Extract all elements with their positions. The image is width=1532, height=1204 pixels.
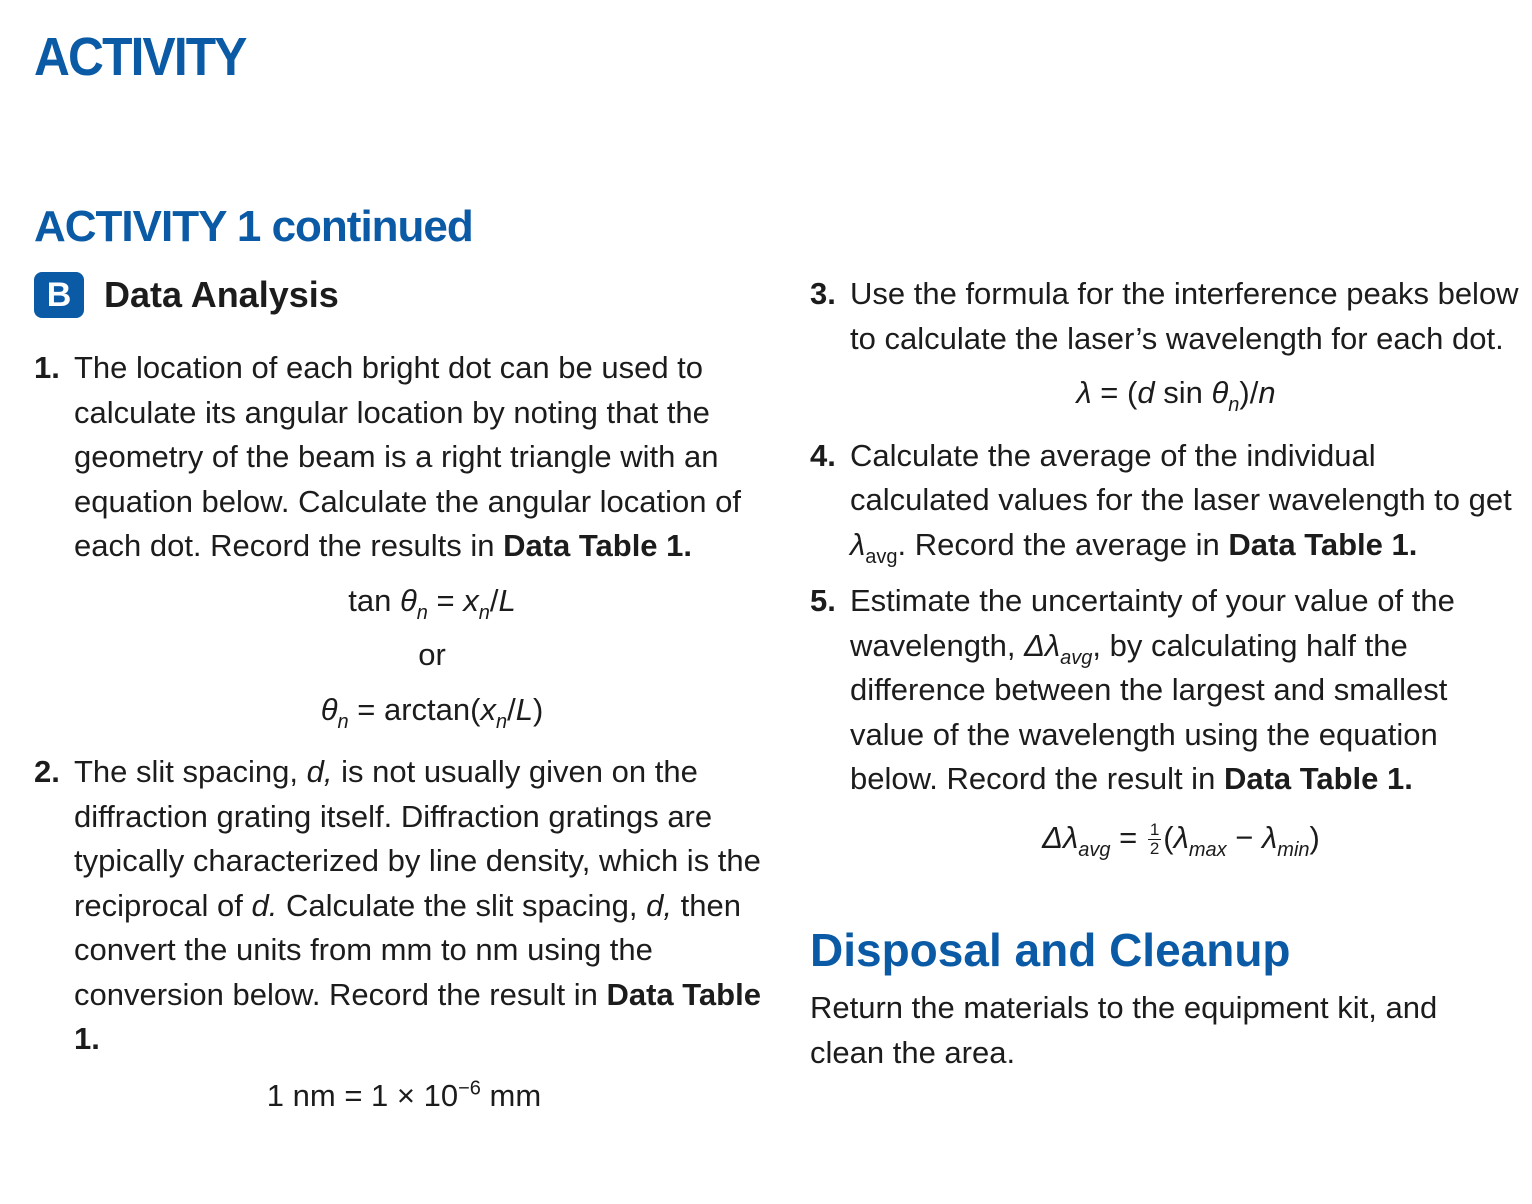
step-text (74, 346, 774, 569)
step-number: 2. (34, 754, 60, 789)
step-2-text-d: then convert the units from mm to nm using the conversion below. Record the result in (74, 887, 741, 1012)
lambda-symbol: λ (850, 526, 866, 562)
var-d: d, (306, 754, 333, 789)
equation-or: or (418, 637, 446, 672)
var-d: d, (646, 887, 672, 923)
activity-heading: ACTIVITY (34, 27, 246, 87)
step-1 (34, 346, 774, 569)
step-number: 3. (810, 276, 836, 311)
step-text (74, 750, 774, 1062)
disposal-title: Disposal and Cleanup (810, 924, 1291, 976)
step-2-text-a: The slit spacing, (74, 754, 298, 789)
delta-lambda-symbol: Δλ (1024, 627, 1061, 663)
step-2-text-b: is not usually given on the diffraction grating itself. Diffraction gratings are typically characterized by line density, which is the reciprocal of (74, 754, 761, 923)
right-column (810, 272, 1522, 1075)
step-2 (34, 750, 774, 1062)
step-5-text-b: , by calculating half the difference between the largest and smallest value of the wavelength using the equation below. Record the result in (850, 627, 1448, 796)
section-header (34, 272, 339, 318)
equation-wavelength: λ = (d $\sin \theta_n)/n$ (1076, 375, 1276, 416)
data-table-ref: Data Table 1. (1228, 526, 1418, 562)
step-4-text-b: . Record the average in (897, 526, 1220, 562)
step-5-text-a: Estimate the uncertainty of your value of the wavelength, (850, 583, 1455, 663)
delta-lambda-subscript: avg (1060, 646, 1093, 669)
step-3 (810, 272, 1522, 361)
step-number: 1. (34, 350, 60, 385)
step-5 (810, 579, 1522, 802)
step-4-text-a: Calculate the average of the individual calculated values for the laser wavelength to get (850, 437, 1512, 517)
equation-arctan: $\theta_n = \arctan(x_n/L)$ (320, 691, 544, 733)
disposal-section (810, 922, 1522, 1075)
equation-uncertainty: $\Delta\lambda_{avg}$ = $\frac{1}{2}$ $(\lambda_{max} - \lambda_{min})$ (1042, 819, 1320, 861)
var-d: d. (251, 887, 278, 923)
step-2-text-c: Calculate the slit spacing, (285, 887, 638, 923)
step-number: 5. (810, 583, 836, 618)
step-text (850, 579, 1522, 802)
equation-conversion: 1 nm = $1 \times 10^{-6}$ mm (266, 1077, 542, 1113)
step-text (850, 434, 1522, 568)
section-title: Data Analysis (104, 274, 339, 315)
step-text: Use the formula for the interference peaks below to calculate the laser’s wavelength for each dot. (850, 276, 1519, 356)
activity-continued-heading: ACTIVITY 1 continued (34, 202, 473, 251)
step-1-text: The location of each bright dot can be used to calculate its angular location by noting that the geometry of the beam is a right triangle with an equation below. Calculate the angular location of each dot. Record the results in (74, 350, 741, 563)
equation-tan: $\tan \theta_n = x_n/L$ (348, 582, 516, 624)
lambda-subscript: avg (865, 545, 898, 568)
data-table-ref: Data Table 1. (74, 976, 761, 1056)
data-table-ref: Data Table 1. (1223, 761, 1413, 796)
section-badge: B (34, 272, 84, 318)
left-column (34, 346, 774, 1118)
data-table-ref: Data Table 1. (503, 528, 693, 563)
step-number: 4. (810, 437, 836, 473)
step-4 (810, 434, 1522, 568)
disposal-text: Return the materials to the equipment kit, and clean the area. (810, 990, 1438, 1070)
